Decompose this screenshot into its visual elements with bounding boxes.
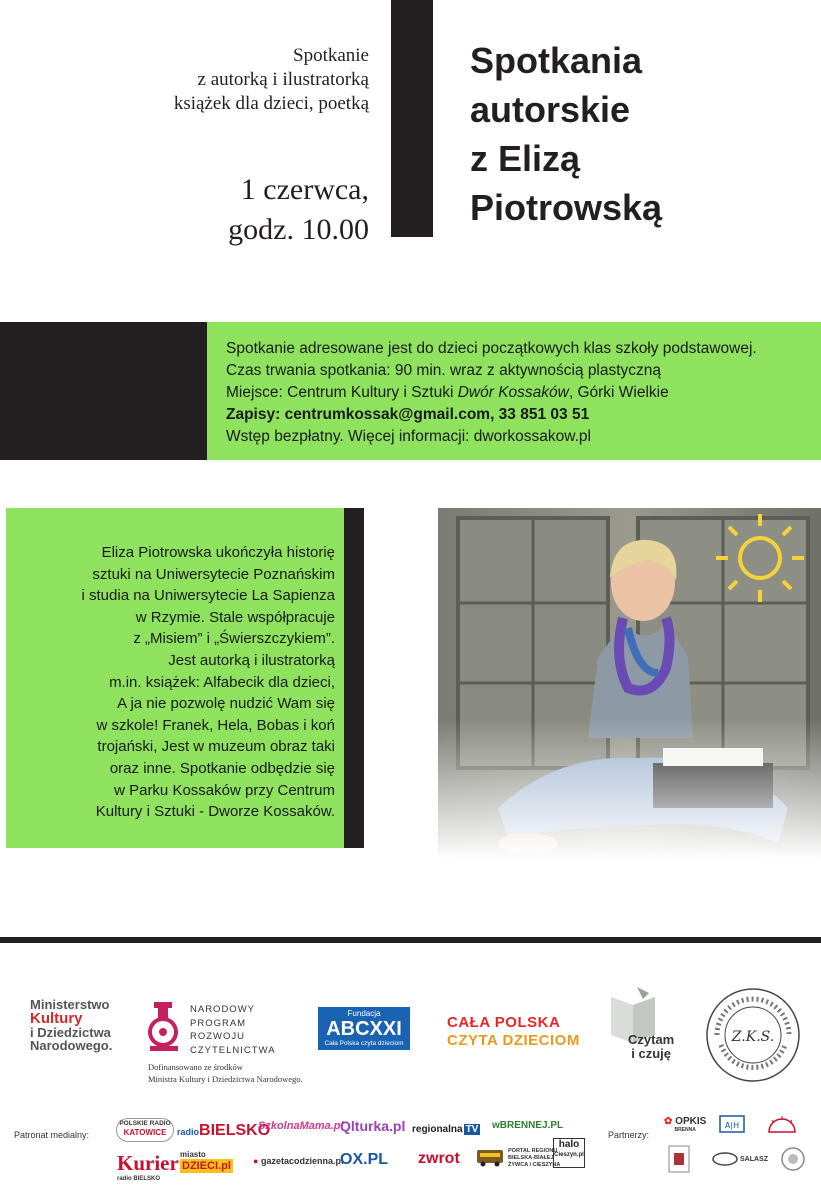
- bio-line: w Rzymie. Stale współpracuje: [135, 608, 335, 626]
- decorative-vertical-bar: [391, 0, 433, 237]
- location-suffix: , Górki Wielkie: [568, 384, 669, 401]
- info-band-dark: [0, 322, 207, 460]
- bio-line: i studia na Uniwersytecie La Sapienza: [81, 587, 335, 605]
- page-title: [470, 36, 662, 232]
- halo-cieszyn-logo: [553, 1138, 585, 1168]
- entry-info-text: Wstęp bezpłatny. Więcej informacji: dworkossakow.pl: [226, 428, 591, 445]
- event-date: [49, 170, 369, 250]
- opkis-sub: BRENNA: [674, 1127, 696, 1133]
- time-line: godz. 10.00: [228, 213, 369, 246]
- ministry-logo-line: i Dziedzictwa: [30, 1025, 111, 1040]
- subtitle-line: z autorką i ilustratorką: [197, 69, 369, 90]
- nprc-line: PROGRAM: [190, 1017, 247, 1029]
- funding-note: [148, 1061, 303, 1085]
- title-line: autorskie: [470, 89, 631, 130]
- cala-polska-czyta-dzieciom-logo: [447, 1014, 580, 1050]
- bio-panel-accent-bar: [344, 508, 364, 848]
- dzieci-text: DZIECI.pl: [182, 1160, 231, 1172]
- title-line: Spotkania: [470, 40, 643, 81]
- event-info: [226, 338, 757, 448]
- title-line: Piotrowską: [470, 187, 663, 228]
- szkolna-mama-logo: SzkolnaMama.pl: [258, 1120, 344, 1132]
- svg-text:Z.K.S.: Z.K.S.: [731, 1029, 775, 1045]
- radio-katowice-line: POLSKIE RADIO: [119, 1120, 171, 1127]
- gazeta-codzienna-logo: ● gazetacodzienna.pl: [253, 1156, 344, 1166]
- opkis-logo: ✿ OPKIS BRENNA: [664, 1116, 707, 1133]
- locomotive-icon: [148, 1000, 184, 1056]
- czytam-line: Czytam: [628, 1032, 675, 1047]
- location-prefix: Miejsce: Centrum Kultury i Sztuki: [226, 384, 458, 401]
- bio-line: Kultury i Sztuki - Dworze Kossaków.: [95, 803, 335, 821]
- ministry-logo-line: Kultury: [30, 1010, 83, 1027]
- kurier-sub: radio BIELSKO: [117, 1176, 161, 1182]
- abc-top: Fundacja: [347, 1009, 381, 1018]
- event-subtitle: [49, 44, 369, 116]
- portal-line: ŻYWCA i CIESZYNA: [508, 1162, 561, 1168]
- subtitle-line: Spotkanie: [293, 45, 369, 66]
- bio-line: w Parku Kossaków przy Centrum: [114, 781, 335, 799]
- bio-line: oraz inne. Spotkanie odbędzie się: [109, 759, 335, 777]
- bio-line: A ja nie pozwolę nudzić Wam się: [117, 695, 335, 713]
- abc-main: ABCXXI: [326, 1018, 402, 1040]
- halo-sub: Cieszyn.pl: [554, 1152, 584, 1158]
- partner-emblem-icon: [718, 1114, 746, 1140]
- fundacja-zofii-kossak-seal-icon: [703, 985, 803, 1085]
- date-line: 1 czerwca,: [240, 173, 369, 206]
- media-patrons-label: Patronat medialny:: [14, 1130, 90, 1140]
- regionalna-text: regionalna: [412, 1124, 463, 1135]
- abcxxi-logo: [318, 1007, 410, 1050]
- bio-line: z „Misiem” i „Świerszczykiem”.: [133, 630, 335, 648]
- section-divider: [0, 937, 821, 943]
- bio-line: trojański, Jest w muzeum obraz taki: [97, 738, 335, 756]
- zwrot-logo: zwrot: [418, 1150, 460, 1167]
- round-seal-icon: [780, 1146, 806, 1172]
- registration-contact[interactable]: Zapisy: centrumkossak@gmail.com, 33 851 03 51: [226, 406, 590, 423]
- partners-label: Partnerzy:: [608, 1130, 650, 1140]
- miasto-text: miasto: [180, 1150, 206, 1159]
- gazeta-text: gazetacodzienna.pl: [260, 1156, 344, 1166]
- nprc-line: NARODOWY: [190, 1004, 255, 1015]
- portal-line: PORTAL REGIONU: [508, 1148, 558, 1154]
- svg-text:A|H: A|H: [724, 1121, 740, 1130]
- regionalna-tv-logo: regionalna TV: [412, 1124, 479, 1135]
- ministry-logo-line: Narodowego.: [30, 1038, 113, 1053]
- halo-text: halo: [558, 1139, 580, 1150]
- author-photo-illustration: [438, 508, 821, 860]
- cpcd-line: CZYTA DZIECIOM: [447, 1032, 580, 1049]
- kurier-logo: [117, 1151, 179, 1182]
- audience-text: Spotkanie adresowane jest do dzieci początkowych klas szkoły podstawowej.: [226, 340, 757, 357]
- funding-line: Ministra Kultury i Dziedzictwa Narodowego.: [148, 1074, 303, 1084]
- miasto-dzieci-logo: [180, 1150, 233, 1173]
- abc-sub: Cała Polska czyta dzieciom: [324, 1040, 404, 1047]
- bio-line: Jest autorką i ilustratorką: [168, 651, 335, 669]
- bus-icon: [476, 1147, 504, 1167]
- qlturka-logo: Qlturka.pl: [340, 1118, 406, 1134]
- bio-line: w szkole! Franek, Hela, Bobas i koń: [96, 716, 335, 734]
- location-text: [226, 382, 757, 404]
- bio-line: m.in. książek: Alfabecik dla dzieci,: [109, 673, 335, 691]
- ministry-logo: [30, 998, 112, 1052]
- ministry-logo-line: Ministerstwo: [30, 997, 110, 1012]
- wbrennej-logo: wBRENNEJ.PL: [492, 1120, 564, 1131]
- radio-bielsko-logo: [177, 1122, 270, 1140]
- radio-katowice-line: KATOWICE: [123, 1128, 167, 1137]
- radio-label: radio: [177, 1127, 200, 1137]
- partner-oval-emblem-icon: [712, 1152, 738, 1166]
- ox-pl-logo: OX.PL: [340, 1151, 389, 1168]
- czytam-i-czuje-logo: [598, 985, 683, 1075]
- nprc-line: ROZWOJU: [190, 1031, 246, 1042]
- bio-line: Eliza Piotrowska ukończyła historię: [101, 544, 335, 561]
- nprc-logo-text: [190, 1003, 276, 1057]
- salasz-logo: SALASZ: [740, 1156, 768, 1163]
- czytam-line: i czuję: [631, 1046, 671, 1061]
- radio-bielsko-text: BIELSKO: [199, 1122, 271, 1139]
- title-line: z Elizą: [470, 138, 581, 179]
- nprc-line: CZYTELNICTWA: [190, 1044, 276, 1056]
- building-emblem-icon: [668, 1145, 690, 1173]
- author-photo: [438, 508, 821, 860]
- partner-sun-emblem-icon: [765, 1114, 799, 1138]
- author-bio: [20, 542, 335, 823]
- polskie-radio-katowice-logo: [116, 1118, 174, 1142]
- cpcd-line: CAŁA POLSKA: [447, 1014, 561, 1031]
- duration-text: Czas trwania spotkania: 90 min. wraz z aktywnością plastyczną: [226, 362, 662, 379]
- kurier-text: Kurier: [117, 1151, 179, 1175]
- opkis-text: OPKIS: [675, 1116, 707, 1127]
- portal-line: BIELSKA-BIAŁEJ: [508, 1155, 554, 1161]
- subtitle-line: książek dla dzieci, poetką: [173, 93, 369, 114]
- bio-line: sztuki na Uniwersytecie Poznańskim: [92, 565, 335, 583]
- venue-name: Dwór Kossaków: [457, 384, 569, 401]
- funding-line: Dofinansowano ze środków: [148, 1062, 243, 1072]
